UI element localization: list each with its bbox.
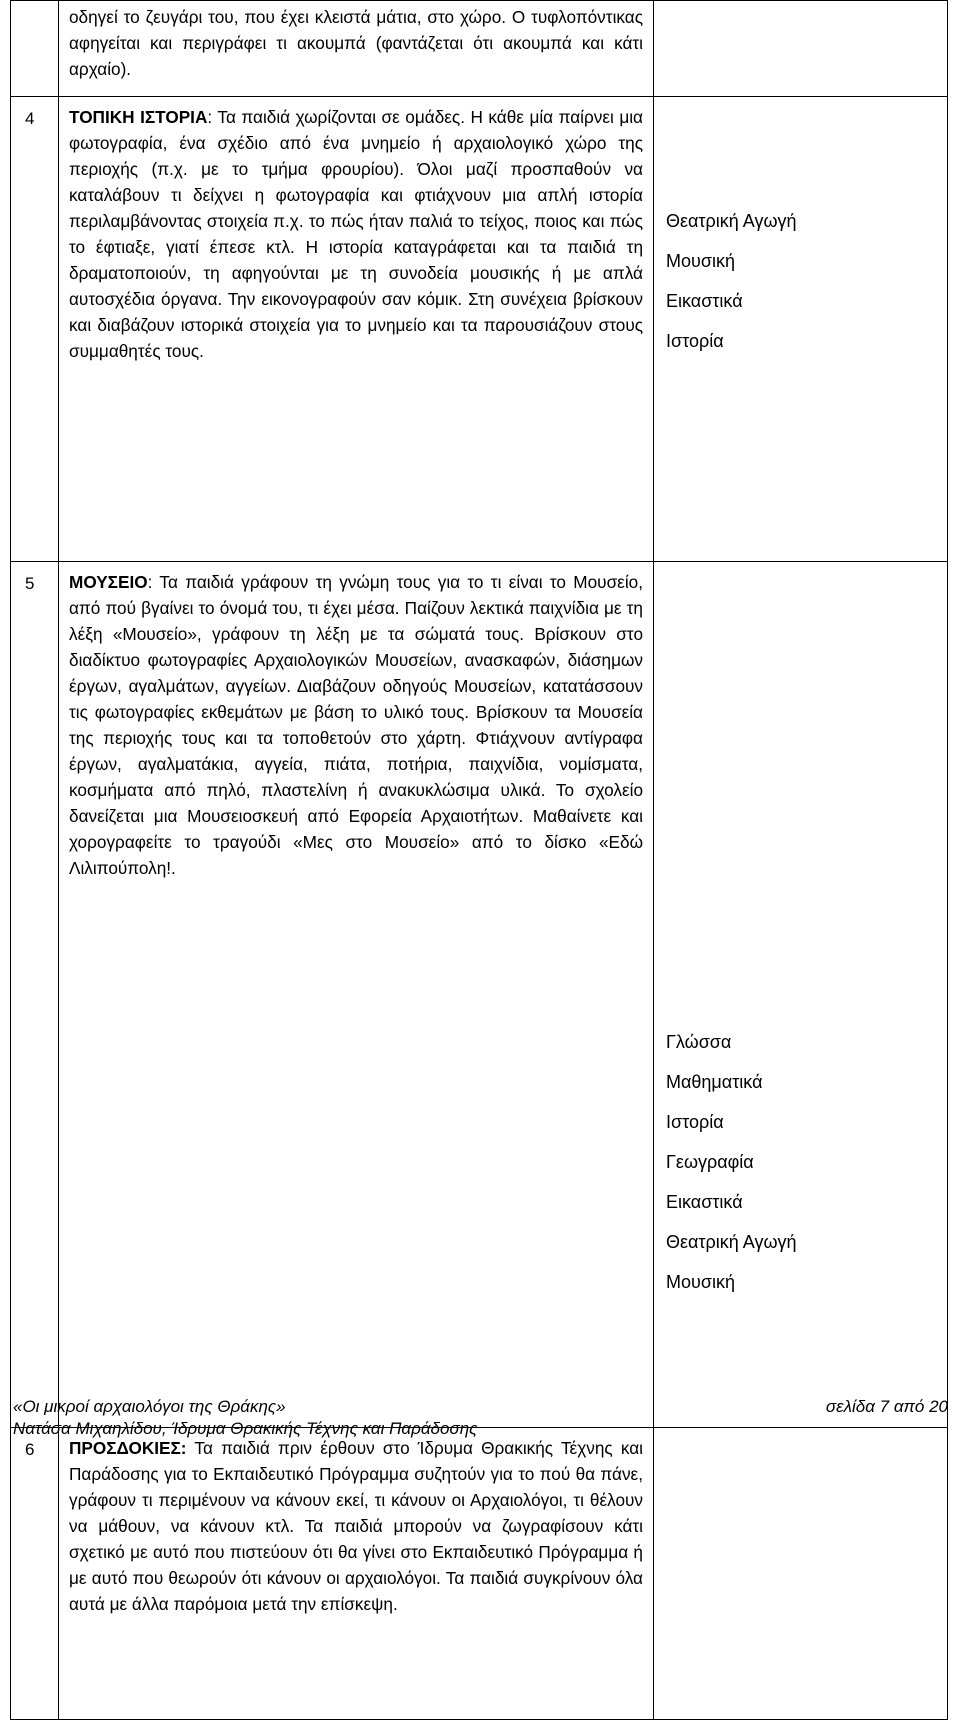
subject-item: Θεατρική Αγωγή — [666, 211, 797, 231]
row-number: 4 — [11, 97, 59, 562]
footer-line-1 — [13, 1396, 948, 1418]
subject-item: Ιστορία — [666, 331, 724, 351]
table-row — [11, 1, 948, 97]
activities-table — [10, 0, 948, 1720]
activity-text: Τα παιδιά πριν έρθουν στο Ίδρυμα Θρακικής Τέχνης και Παράδοσης για το Εκπαιδευτικό Πρόγραμμα συζητούν για το πού θα πάνε, γράφουν τι περιμένουν να κάνουν εκεί, τι κάνουν οι Αρχαιολόγοι, τι θέλουν να μάθουν, να κάνουν κτλ. Τα παιδιά μπορούν να ζωγραφίσουν κάτι σχετικό με αυτό που πιστεύουν ότι θα γίνει στο Εκπαιδευτικό Πρόγραμμα ή με αυτό που θεωρούν ότι κάνουν οι αρχαιολόγοι. Τα παιδιά συγκρίνουν όλα αυτά με άλλα παρόμοια μετά την επίσκεψη. — [69, 1438, 643, 1614]
activity-heading: ΠΡΟΣΔΟΚΙΕΣ: — [69, 1438, 187, 1458]
activity-text: οδηγεί το ζευγάρι του, που έχει κλειστά μάτια, στο χώρο. Ο τυφλοπόντικας αφηγείται και περιγράφει τι ακουμπά (φαντάζεται ότι ακουμπά και κάτι αρχαίο). — [69, 7, 643, 79]
activity-heading: ΤΟΠΙΚΗ ΙΣΤΟΡΙΑ — [69, 107, 208, 127]
footer-line-2 — [13, 1418, 948, 1440]
table-row — [11, 97, 948, 562]
activity-description — [59, 97, 654, 562]
subject-item: Μουσική — [666, 1272, 735, 1292]
subjects-cell — [654, 562, 948, 1428]
activity-description — [59, 562, 654, 1428]
subject-item: Γλώσσα — [666, 1032, 732, 1052]
activity-description — [59, 1, 654, 97]
footer-author: Νατάσα Μιχαηλίδου, Ίδρυμα Θρακικής Τέχνης και Παράδοσης — [13, 1419, 478, 1438]
activity-heading: ΜΟΥΣΕΙΟ — [69, 572, 148, 592]
page-number: σελίδα 7 από 20 — [825, 1397, 948, 1416]
subject-item: Μαθηματικά — [666, 1072, 763, 1092]
activity-text: : Τα παιδιά χωρίζονται σε ομάδες. Η κάθε μία παίρνει μια φωτογραφία, ένα σχέδιο από ένα μνημείο ή αρχαιολογικό χώρο της περιοχής (π.χ. με το τμήμα φρουρίου). Όλοι μαζί προσπαθούν να καταλάβουν τι δείχνει η φωτογραφία και φτιάχνουν μια απλή ιστορία περιλαμβάνοντας στοιχεία π.χ. το πώς ήταν παλιά το τείχος, ποιος και πώς το έφτιαξε, γιατί έπεσε κτλ. Η ιστορία καταγράφεται και τα παιδιά τη δραματοποιούν, τη αφηγούνται με τη συνοδεία μουσικής ή με απλά αυτοσχέδια όργανα. Την εικονογραφούν σαν κόμικ. Στη συνέχεια βρίσκουν και διαβάζουν ιστορικά στοιχεία για το μνημείο και τα παρουσιάζουν στους συμμαθητές τους. — [69, 107, 643, 361]
table-row — [11, 562, 948, 1428]
subjects-cell — [654, 1, 948, 97]
subject-item: Μουσική — [666, 251, 735, 271]
row-number: 6 — [11, 1428, 59, 1720]
subjects-cell — [654, 97, 948, 562]
subject-item: Εικαστικά — [666, 1192, 743, 1212]
activity-description — [59, 1428, 654, 1720]
subject-item: Εικαστικά — [666, 291, 743, 311]
activity-text: : Τα παιδιά γράφουν τη γνώμη τους για το τι είναι το Μουσείο, από πού βγαίνει το όνομά του, τι έχει μέσα. Παίζουν λεκτικά παιχνίδια με τη λέξη «Μουσείο», γράφουν τη λέξη με τα σώματά τους. Βρίσκουν στο διαδίκτυο φωτογραφίες Αρχαιολογικών Μουσείων, ανασκαφών, διάσημων έργων, αγαλμάτων, αγγείων. Διαβάζουν οδηγούς Μουσείων, κατατάσσουν τις φωτογραφίες εκθεμάτων με βάση το υλικό τους. Βρίσκουν τα Μουσεία της περιοχής τους και τα τοποθετούν στο χάρτη. Φτιάχνουν αντίγραφα έργων, αγαλματάκια, αγγεία, πιάτα, ποτήρια, παιχνίδια, νομίσματα, κοσμήματα από πηλό, πλαστελίνη ή ανακυκλώσιμα υλικά. Το σχολείο δανείζεται μια Μουσειοσκευή από Εφορεία Αρχαιοτήτων. Μαθαίνετε και χορογραφείτε το τραγούδι «Μες στο Μουσείο» από το δίσκο «Εδώ Λιλιπούπολη!. — [69, 572, 643, 878]
subject-item: Γεωγραφία — [666, 1152, 754, 1172]
footer-title: «Οι μικροί αρχαιολόγοι της Θράκης» — [13, 1397, 286, 1416]
subject-item: Θεατρική Αγωγή — [666, 1232, 797, 1252]
row-number — [11, 1, 59, 97]
subjects-cell — [654, 1428, 948, 1720]
subject-item: Ιστορία — [666, 1112, 724, 1132]
row-number: 5 — [11, 562, 59, 1428]
table-row — [11, 1428, 948, 1720]
